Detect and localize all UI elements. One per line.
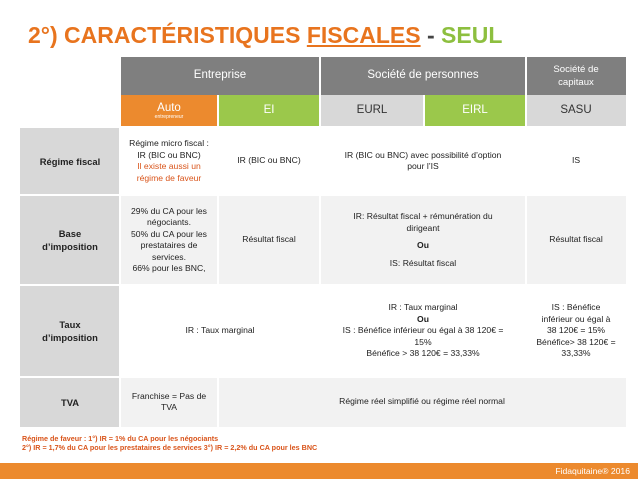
row-label-tva xyxy=(20,377,120,427)
cell-base-sasu xyxy=(526,195,626,285)
subheader-ei xyxy=(218,95,320,127)
cell-base-auto-line: négociants. xyxy=(147,217,191,227)
cell-regime-ei xyxy=(218,127,320,195)
slide-title xyxy=(28,18,502,52)
cell-base-ei xyxy=(218,195,320,285)
row-label-taux-line2: d’imposition xyxy=(42,332,98,343)
grid-line xyxy=(423,95,425,127)
cell-regime-auto-line: IR (BIC ou BNC) xyxy=(137,149,201,160)
subheader-eirl xyxy=(424,95,526,127)
cell-base-eurl-eirl-line: IR: Résultat fiscal + rémunération du xyxy=(353,211,493,221)
grid-line xyxy=(217,95,219,195)
footnote-line2: 2°) IR = 1,7% du CA pour les prestataires de services 3°) IR = 2,2% du CA pour les BNC xyxy=(22,443,318,452)
cell-regime-eurl-eirl-line: IR (BIC ou BNC) avec possibilité d’option xyxy=(344,149,502,160)
row-label-taux-line1: Taux xyxy=(59,319,81,330)
header-societe-personnes xyxy=(320,57,526,95)
fiscal-table xyxy=(20,57,626,427)
cell-base-eurl-eirl xyxy=(320,195,526,285)
row-label-base xyxy=(20,195,120,285)
row-label-regime xyxy=(20,127,120,195)
cell-taux-eurl-eirl-line: Bénéfice > 38 120€ = 33,33% xyxy=(366,348,480,359)
grid-line xyxy=(20,376,626,378)
subheader-sasu xyxy=(526,95,626,127)
grid-line xyxy=(20,194,626,196)
title-dash: - xyxy=(420,22,442,48)
cell-tva-auto-line: TVA xyxy=(160,402,178,412)
cell-base-auto xyxy=(120,195,218,285)
cell-taux-eurl-eirl-ou: Ou xyxy=(417,313,429,324)
cell-base-auto-line: 29% du CA pour les xyxy=(131,205,207,216)
cell-taux-eurl-eirl-line: IR : Taux marginal xyxy=(388,302,458,313)
cell-base-auto-line: 66% pour les BNC, xyxy=(132,263,206,273)
footer-bar xyxy=(0,463,638,479)
cell-base-ei-text: Résultat fiscal xyxy=(242,234,296,245)
grid-line xyxy=(217,195,219,285)
cell-taux-sasu-line: 33,33% xyxy=(561,348,591,359)
cell-taux-eurl-eirl-line: 15% xyxy=(414,336,432,347)
cell-base-auto-line: 50% du CA pour les xyxy=(131,228,207,239)
grid-line xyxy=(119,57,121,427)
subheader-eurl xyxy=(320,95,424,127)
cell-regime-eurl-eirl xyxy=(320,127,526,195)
cell-taux-eurl-eirl-line: IS : Bénéfice inférieur ou égal à 38 120€ = xyxy=(342,325,504,336)
subheader-eurl-label: EURL xyxy=(356,104,388,117)
cell-taux-eurl-eirl xyxy=(320,285,526,377)
cell-regime-sasu xyxy=(526,127,626,195)
cell-regime-sasu-text: IS xyxy=(571,155,581,166)
subheader-auto-sublabel: entrepreneur xyxy=(154,114,184,120)
cell-taux-sasu-line: inférieur ou égal à xyxy=(541,313,611,324)
footnotes xyxy=(22,434,622,452)
cell-base-auto-line: services. xyxy=(152,251,186,262)
cell-tva-rest-text: Régime réel simplifié ou régime réel normal xyxy=(339,396,505,407)
cell-tva-auto xyxy=(120,377,218,427)
cell-taux-sasu-line: IS : Bénéfice xyxy=(551,302,601,313)
title-number: 2°) xyxy=(28,22,65,48)
cell-base-eurl-eirl-ou: Ou xyxy=(417,240,429,250)
cell-regime-ei-text: IR (BIC ou BNC) xyxy=(237,155,301,166)
subheader-sasu-label: SASU xyxy=(560,104,592,117)
title-main: CARACTÉRISTIQUES xyxy=(64,22,307,48)
subheader-auto xyxy=(120,95,218,127)
cell-tva-auto-line: Franchise = Pas de xyxy=(131,390,207,401)
grid-line xyxy=(217,377,219,427)
header-societe-capitaux xyxy=(526,57,626,95)
cell-base-sasu-text: Résultat fiscal xyxy=(549,234,603,245)
cell-tva-rest xyxy=(218,377,626,427)
title-last: SEUL xyxy=(441,22,503,48)
row-label-base-line2: d’imposition xyxy=(42,241,98,252)
row-label-regime-text: Régime fiscal xyxy=(39,155,101,167)
subheader-ei-label: EI xyxy=(263,104,275,117)
cell-regime-auto xyxy=(120,127,218,195)
footnote-line1: Régime de faveur : 1°) IR = 1% du CA pour les négociants xyxy=(22,434,219,443)
cell-regime-auto-highlight: régime de faveur xyxy=(136,172,202,183)
cell-base-eurl-eirl-line: IS: Résultat fiscal xyxy=(389,257,457,268)
cell-regime-eurl-eirl-line: pour l’IS xyxy=(407,161,439,171)
cell-regime-auto-line: Régime micro fiscal : xyxy=(129,138,209,148)
cell-regime-auto-highlight: Il existe aussi un xyxy=(137,161,201,171)
row-label-taux xyxy=(20,285,120,377)
cell-taux-auto-ei-text: IR : Taux marginal xyxy=(185,325,255,336)
grid-line xyxy=(525,57,527,377)
header-entreprise-label: Entreprise xyxy=(193,69,247,82)
cell-taux-sasu xyxy=(526,285,626,377)
cell-base-auto-line: prestataires de xyxy=(140,240,198,250)
footer-copyright: Fidaquitaine® 2016 xyxy=(555,466,630,476)
header-entreprise xyxy=(120,57,320,95)
title-keyword: FISCALES xyxy=(306,22,421,48)
grid-line xyxy=(20,126,626,128)
cell-base-eurl-eirl-line: dirigeant xyxy=(406,222,440,233)
cell-taux-auto-ei xyxy=(120,285,320,377)
cell-taux-sasu-line: 38 120€ = 15% xyxy=(546,325,606,336)
header-societe-personnes-label: Société de personnes xyxy=(367,69,479,82)
row-label-base-line1: Base xyxy=(58,228,82,239)
grid-line xyxy=(319,57,321,377)
cell-taux-sasu-line: Bénéfice> 38 120€ = xyxy=(536,336,616,347)
row-label-tva-text: TVA xyxy=(60,396,80,408)
subheader-eirl-label: EIRL xyxy=(462,104,488,117)
header-societe-capitaux-line1: Société de xyxy=(553,64,599,75)
subheader-auto-label: Auto xyxy=(157,102,181,114)
grid-line xyxy=(20,284,626,286)
header-societe-capitaux-line2: capitaux xyxy=(558,77,594,88)
